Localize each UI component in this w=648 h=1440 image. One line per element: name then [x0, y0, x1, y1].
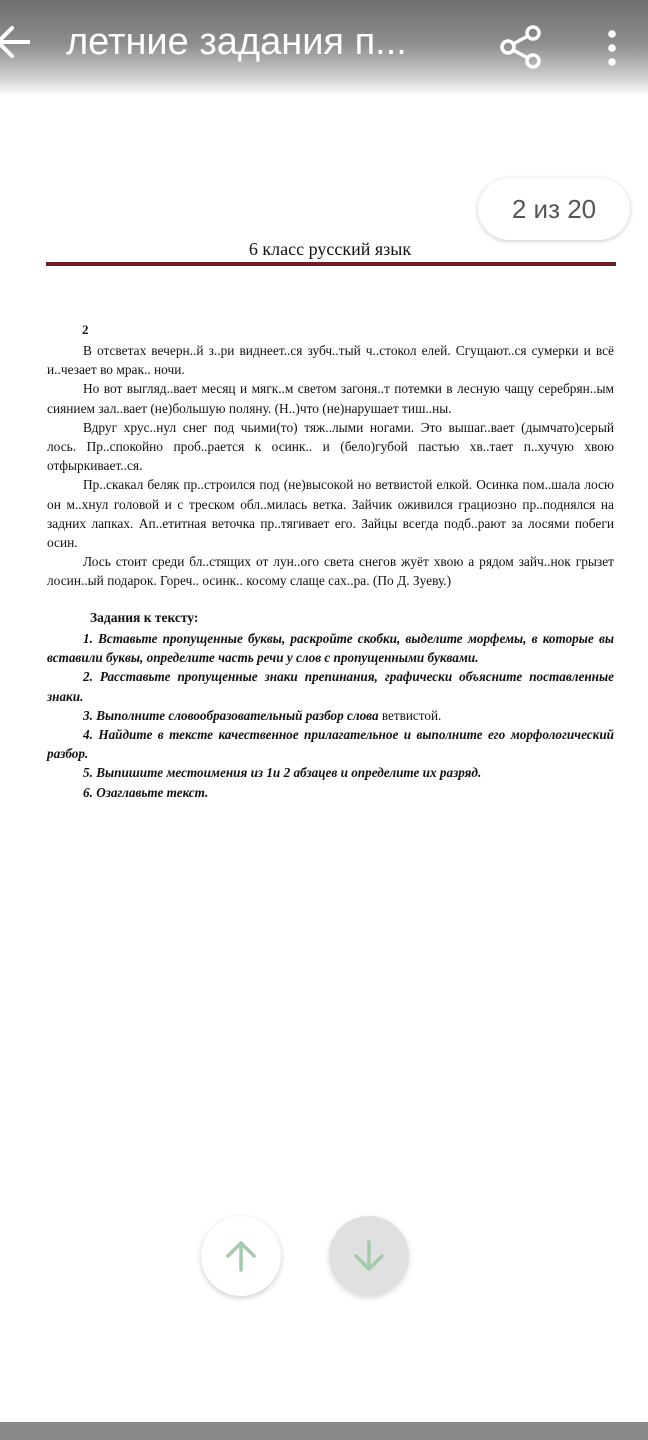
- task-item: [47, 706, 614, 725]
- more-vertical-icon[interactable]: [596, 26, 628, 70]
- paragraph: Но вот выгляд..вает месяц и мягк..м светом загоня..т потемки в лесную чащу серебрян..ым сиянием зал..вает (не)большую поляну. (Н..)что (не)нарушает тиш..ны.: [47, 381, 614, 416]
- tasks-title: Задания к тексту:: [90, 610, 199, 625]
- arrow-left-icon[interactable]: [0, 22, 30, 62]
- page-indicator: 2 из 20: [478, 178, 630, 240]
- paragraph: В отсветах вечерн..й з..ри виднеет..ся зубч..тый ч..стокол елей. Сгущают..ся сумерки и всё и..чезает во мрак.. ночи.: [47, 343, 614, 378]
- text-body: [47, 341, 614, 591]
- document-title: летние задания п...: [66, 21, 407, 63]
- task-item: 6. Озаглавьте текст.: [83, 784, 209, 800]
- arrow-down-icon: [351, 1238, 387, 1274]
- paragraph: Вдруг хрус..нул снег под чьими(то) тяж..лыми ногами. Это вышаг..вает (дымчато)серый лось. Пр..спокойно проб..рается к осинк.. и (бело)губой пастью хв..тает п..хучую хвою отфыркивает..ся.: [47, 419, 614, 474]
- task-number: 2: [82, 322, 89, 337]
- task-word: ветвистой.: [381, 707, 442, 723]
- app-toolbar: [0, 0, 648, 96]
- task-item: 1. Вставьте пропущенные буквы, раскройте скобки, выделите морфемы, в которые вы вставили буквы, определите часть речи у слов с пропущенными буквами.: [47, 631, 614, 666]
- arrow-up-icon: [223, 1238, 259, 1274]
- tasks-list: [47, 629, 614, 802]
- share-icon[interactable]: [498, 24, 544, 70]
- header-rule: [46, 262, 616, 266]
- system-navigation-bar: [0, 1422, 648, 1440]
- task-item: 4. Найдите в тексте качественное прилагательное и выполните его морфологический разбор.: [47, 727, 614, 762]
- task-item: 5. Выпишите местоимения из 1и 2 абзацев и определите их разряд.: [83, 765, 482, 781]
- previous-page-button[interactable]: [201, 1216, 281, 1296]
- task-text: 3. Выполните словообразовательный разбор слова: [83, 707, 379, 723]
- paragraph: Лось стоит среди бл..стящих от лун..ого света снегов жуёт хвою а рядом зайч..нок грызет лосин..ый подарок. Гореч.. осинк.. косому слаще сах..ра. (По Д. Зуеву.): [47, 554, 614, 589]
- paragraph: Пр..скакал беляк пр..строился под (не)высокой но ветвистой елкой. Осинка пом..шала лосю он м..хнул головой и с треском обл..милась ветка. Зайчик оживился грациозно пр..поднялся на задних лапках. Ап..етитная веточка пр..тягивает его. Зайцы всегда подб..рают за лосями побеги осин.: [47, 477, 614, 551]
- next-page-button[interactable]: [329, 1216, 409, 1296]
- task-item: 2. Расставьте пропущенные знаки препинания, графически объясните поставленные знаки.: [47, 669, 614, 704]
- document-header: 6 класс русский язык: [248, 239, 412, 259]
